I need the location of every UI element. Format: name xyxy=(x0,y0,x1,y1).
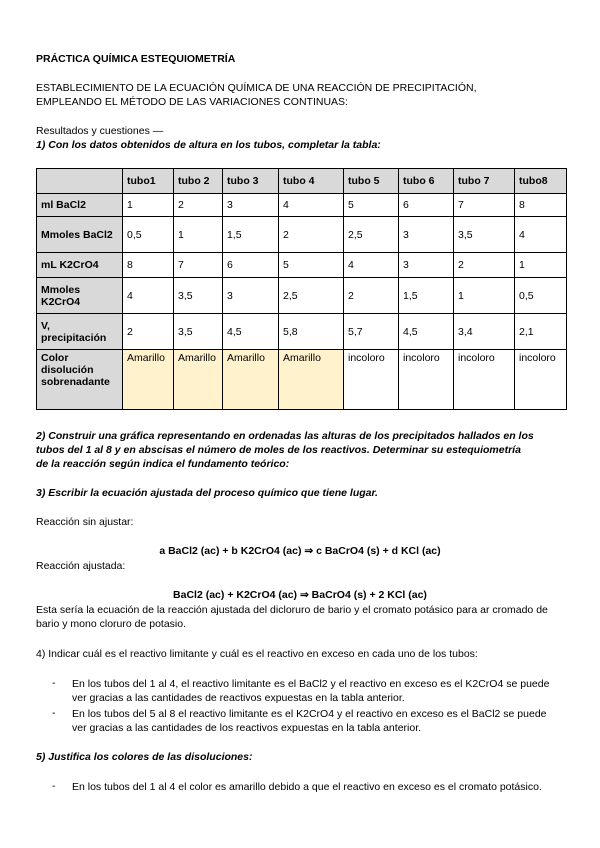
table-cell: 3 xyxy=(399,217,454,253)
bullet-marker: - xyxy=(52,707,56,719)
table-cell: 3 xyxy=(223,278,279,314)
table-row xyxy=(37,314,567,350)
table-cell: 5,7 xyxy=(344,314,399,350)
table-cell: 1,5 xyxy=(399,278,454,314)
table-cell: incoloro xyxy=(515,350,567,410)
table-cell: 4,5 xyxy=(223,314,279,350)
table-header-row xyxy=(37,169,567,194)
table-cell: 3,5 xyxy=(454,217,515,253)
table-cell: 7 xyxy=(174,253,223,278)
column-header: tubo8 xyxy=(515,169,567,194)
table-cell: 3,5 xyxy=(174,314,223,350)
table-row xyxy=(37,194,567,217)
table-cell: Amarillo xyxy=(223,350,279,410)
balanced-equation: BaCl2 (ac) + K2CrO4 (ac) ⇒ BaCrO4 (s) + 2 KCl (ac) xyxy=(173,589,427,601)
table-cell: 2 xyxy=(174,194,223,217)
results-label: Resultados y cuestiones — xyxy=(36,125,164,137)
table-cell: 3 xyxy=(399,253,454,278)
column-header: tubo 6 xyxy=(399,169,454,194)
list-item: En los tubos del 5 al 8 el reactivo limitante es el K2CrO4 y el reactivo en exceso es el BaCl2 se puede ver gracias a las cantidades de los reactivos expuestas en la tabla anterior. xyxy=(72,708,547,734)
table-cell: Amarillo xyxy=(123,350,174,410)
balanced-label: Reacción ajustada: xyxy=(36,560,126,572)
question-2-line-3: de la reacción según indica el fundamento teórico: xyxy=(36,458,290,470)
table-cell: 5 xyxy=(344,194,399,217)
column-header: tubo 4 xyxy=(279,169,344,194)
table-row xyxy=(37,278,567,314)
table-cell: 2 xyxy=(454,253,515,278)
table-cell: 2 xyxy=(123,314,174,350)
table-cell: 3,4 xyxy=(454,314,515,350)
table-cell: incoloro xyxy=(399,350,454,410)
list-item: En los tubos del 1 al 4 el color es amarillo debido a que el reactivo en exceso es el cromato potásico. xyxy=(72,781,542,793)
row-header: Mmoles K2CrO4 xyxy=(37,278,123,314)
table-cell: 1 xyxy=(123,194,174,217)
table-cell: 1 xyxy=(174,217,223,253)
table-cell: 4,5 xyxy=(399,314,454,350)
table-cell: 4 xyxy=(515,217,567,253)
question-3: 3) Escribir la ecuación ajustada del proceso químico que tiene lugar. xyxy=(36,487,378,499)
column-header: tubo1 xyxy=(123,169,174,194)
row-header: V, precipitación xyxy=(37,314,123,350)
table-cell: 2 xyxy=(344,278,399,314)
bullet-marker: - xyxy=(52,677,56,689)
row-header: Color disolución sobrenadante xyxy=(37,350,123,410)
table-cell: 5,8 xyxy=(279,314,344,350)
row-header: Mmoles BaCl2 xyxy=(37,217,123,253)
table-cell: 2,1 xyxy=(515,314,567,350)
unbalanced-equation: a BaCl2 (ac) + b K2CrO4 (ac) ⇒ c BaCrO4 (s) + d KCl (ac) xyxy=(159,545,441,557)
row-header: mL K2CrO4 xyxy=(37,253,123,278)
question-2-line-2: tubos del 1 al 8 y en abscisas el número de moles de los reactivos. Determinar su estequiometría xyxy=(36,444,521,456)
explanation-paragraph: Esta sería la ecuación de la reacción ajustada del dicloruro de bario y el cromato potásico para ar cromado de bario y mono cloruro de potasio. xyxy=(36,604,548,630)
table-cell: 0,5 xyxy=(515,278,567,314)
table-cell: 7 xyxy=(454,194,515,217)
table-cell: Amarillo xyxy=(279,350,344,410)
table-cell: 4 xyxy=(279,194,344,217)
table-cell: 1 xyxy=(515,253,567,278)
document-title: PRÁCTICA QUÍMICA ESTEQUIOMETRÍA xyxy=(36,53,236,65)
results-table xyxy=(36,168,567,410)
table-cell: 3,5 xyxy=(174,278,223,314)
question-4: 4) Indicar cuál es el reactivo limitante y cuál es el reactivo en exceso en cada uno de los tubos: xyxy=(36,648,478,660)
subtitle-line-2: EMPLEANDO EL MÉTODO DE LAS VARIACIONES CONTINUAS: xyxy=(36,96,348,108)
table-cell: 6 xyxy=(399,194,454,217)
column-header: tubo 5 xyxy=(344,169,399,194)
bullet-marker: - xyxy=(52,780,56,792)
column-header: tubo 3 xyxy=(223,169,279,194)
table-cell: 8 xyxy=(123,253,174,278)
table-cell: 1 xyxy=(454,278,515,314)
table-cell: incoloro xyxy=(454,350,515,410)
question-5: 5) Justifica los colores de las disoluciones: xyxy=(36,751,253,763)
row-header: ml BaCl2 xyxy=(37,194,123,217)
table-row xyxy=(37,217,567,253)
table-cell: 6 xyxy=(223,253,279,278)
table-cell: 2,5 xyxy=(344,217,399,253)
table-cell: Amarillo xyxy=(174,350,223,410)
column-header: tubo 7 xyxy=(454,169,515,194)
table-row xyxy=(37,350,567,410)
table-cell: 8 xyxy=(515,194,567,217)
table-row xyxy=(37,253,567,278)
table-cell: 1,5 xyxy=(223,217,279,253)
table-cell: 4 xyxy=(344,253,399,278)
unbalanced-label: Reacción sin ajustar: xyxy=(36,516,134,528)
question-1: 1) Con los datos obtenidos de altura en los tubos, completar la tabla: xyxy=(36,139,381,151)
table-cell: 5 xyxy=(279,253,344,278)
table-cell: 2,5 xyxy=(279,278,344,314)
table-cell: 2 xyxy=(279,217,344,253)
question-2-line-1: 2) Construir una gráfica representando en ordenadas las alturas de los precipitados hallados en los xyxy=(36,430,534,442)
table-cell: 0,5 xyxy=(123,217,174,253)
table-cell: 3 xyxy=(223,194,279,217)
table-cell: incoloro xyxy=(344,350,399,410)
table-corner-cell xyxy=(37,169,123,194)
list-item: En los tubos del 1 al 4, el reactivo limitante es el BaCl2 y el reactivo en exceso es el K2CrO4 se puede ver gracias a las cantidades de reactivos expuestas en la tabla anterior. xyxy=(72,678,550,704)
subtitle-line-1: ESTABLECIMIENTO DE LA ECUACIÓN QUÍMICA DE UNA REACCIÓN DE PRECIPITACIÓN, xyxy=(36,82,477,94)
column-header: tubo 2 xyxy=(174,169,223,194)
table-cell: 4 xyxy=(123,278,174,314)
